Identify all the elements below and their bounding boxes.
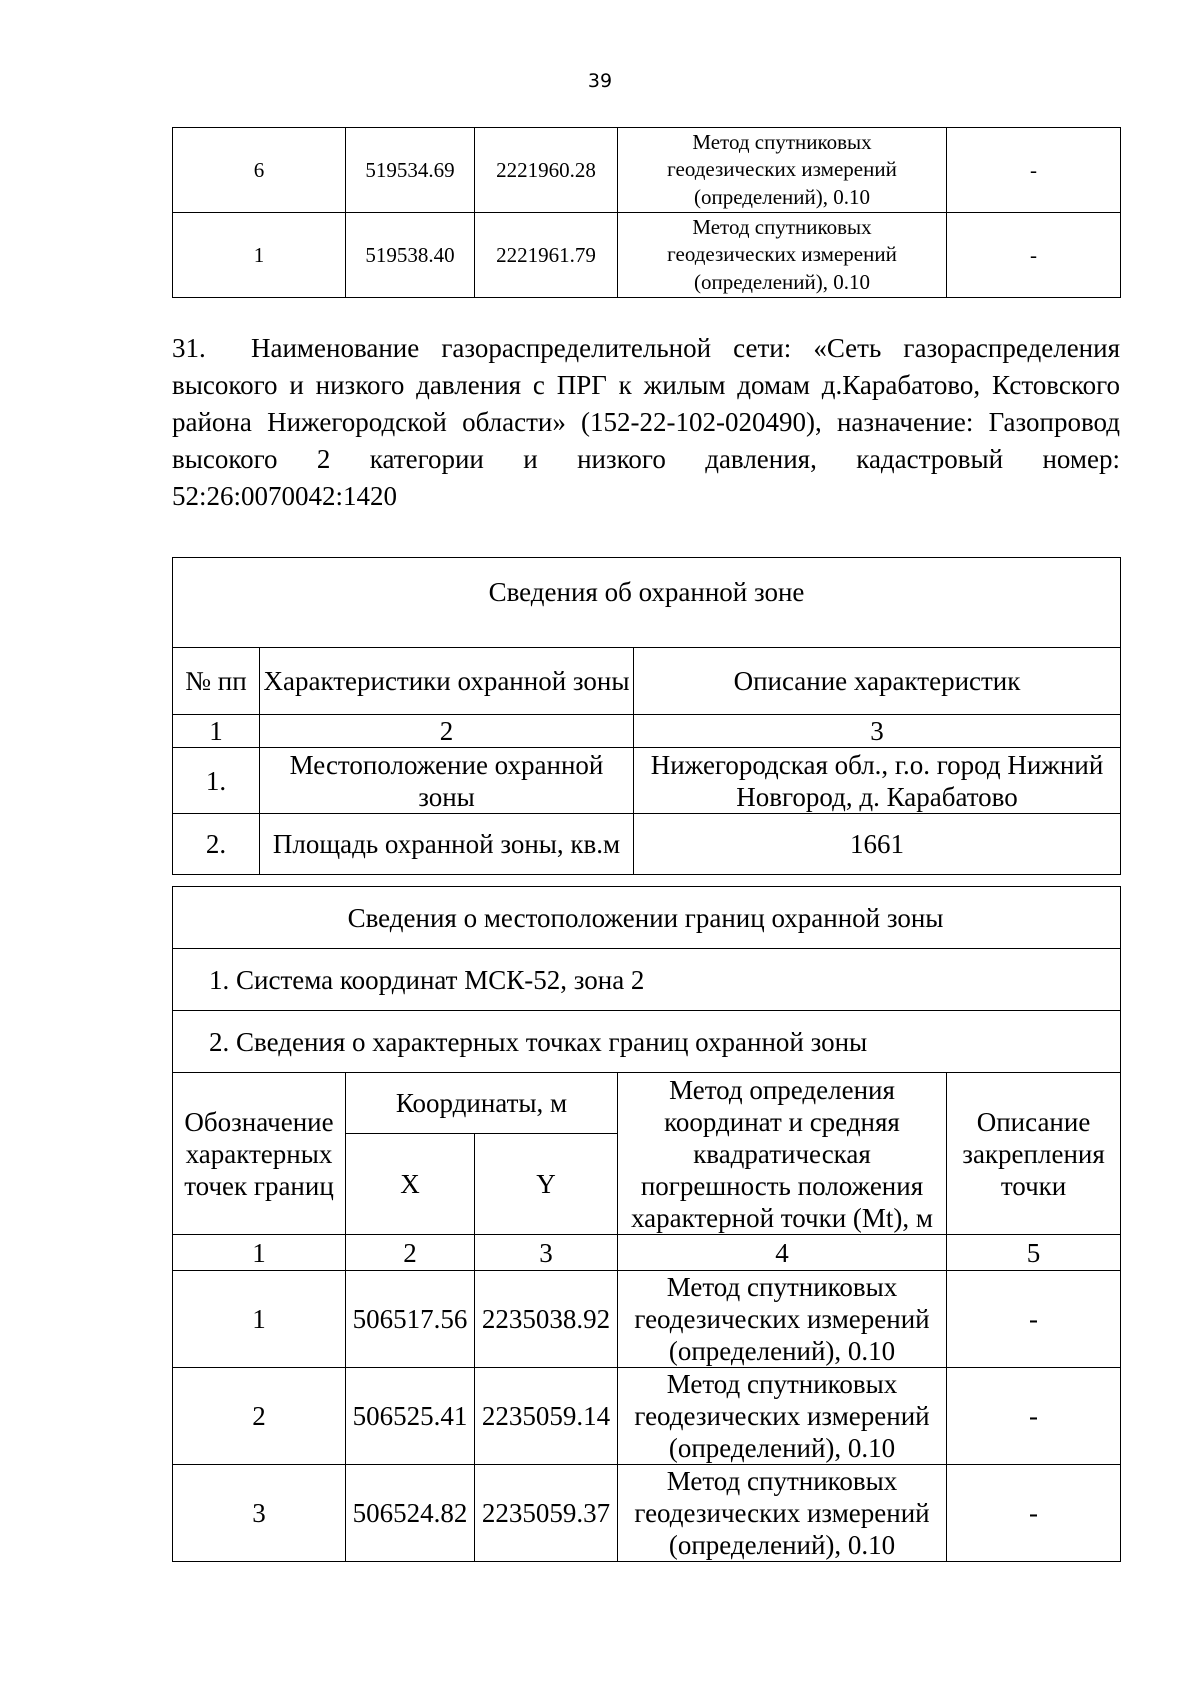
characteristic-name: Местоположение охранной зоны: [260, 748, 634, 814]
table-row: [173, 814, 1121, 875]
table-row: [173, 1368, 1121, 1465]
method-cell: Метод спутниковых геодезических измерений (определений), 0.10: [618, 213, 947, 298]
y-cell: 2235059.14: [475, 1368, 618, 1465]
table-title-row: [173, 887, 1121, 949]
characteristic-value: 1661: [634, 814, 1121, 875]
column-numbers-row: [173, 715, 1121, 748]
table-row: [173, 128, 1121, 213]
item-number: 31.: [172, 333, 206, 363]
header-row: [173, 648, 1121, 715]
point-cell: 3: [173, 1465, 346, 1562]
column-number: 4: [618, 1235, 947, 1271]
x-cell: 519534.69: [346, 128, 475, 213]
header-cell: Координаты, м: [346, 1073, 618, 1134]
column-number: 2: [346, 1235, 475, 1271]
protection-zone-table: [172, 557, 1121, 875]
network-description: [172, 330, 1120, 515]
table-row: [173, 1271, 1121, 1368]
column-number: 1: [173, 1235, 346, 1271]
y-cell: 2235059.37: [475, 1465, 618, 1562]
point-cell: 1: [173, 213, 346, 298]
fix-cell: -: [947, 128, 1121, 213]
coordinates-table-continued: [172, 127, 1121, 298]
table-title: Сведения о местоположении границ охранной зоны: [173, 887, 1121, 949]
table-row: [173, 1465, 1121, 1562]
y-cell: 2221960.28: [475, 128, 618, 213]
method-cell: Метод спутниковых геодезических измерений (определений), 0.10: [618, 128, 947, 213]
section-row: [173, 949, 1121, 1011]
y-cell: 2221961.79: [475, 213, 618, 298]
coordinate-system: 1. Система координат МСК-52, зона 2: [173, 949, 1121, 1011]
point-cell: 6: [173, 128, 346, 213]
fix-cell: -: [947, 1271, 1121, 1368]
fix-cell: -: [947, 1465, 1121, 1562]
method-cell: Метод спутниковых геодезических измерений (определений), 0.10: [618, 1271, 947, 1368]
page-number: 39: [587, 70, 613, 92]
x-cell: 506517.56: [346, 1271, 475, 1368]
x-cell: 519538.40: [346, 213, 475, 298]
header-cell: Обозначение характерных точек границ: [173, 1073, 346, 1235]
x-cell: 506525.41: [346, 1368, 475, 1465]
column-numbers-row: [173, 1235, 1121, 1271]
header-cell: X: [346, 1134, 475, 1235]
table-title-row: [173, 558, 1121, 648]
row-number: 2.: [173, 814, 260, 875]
x-cell: 506524.82: [346, 1465, 475, 1562]
characteristic-value: Нижегородская обл., г.о. город Нижний Новгород, д. Карабатово: [634, 748, 1121, 814]
fix-cell: -: [947, 1368, 1121, 1465]
method-cell: Метод спутниковых геодезических измерений (определений), 0.10: [618, 1368, 947, 1465]
point-cell: 1: [173, 1271, 346, 1368]
boundaries-table: [172, 886, 1121, 1562]
header-cell: Метод определения координат и средняя квадратическая погрешность положения характерной точки (Mt), м: [618, 1073, 947, 1235]
fix-cell: -: [947, 213, 1121, 298]
section-row: [173, 1011, 1121, 1073]
points-section-title: 2. Сведения о характерных точках границ охранной зоны: [173, 1011, 1121, 1073]
header-cell: № пп: [173, 648, 260, 715]
table-row: [173, 213, 1121, 298]
row-number: 1.: [173, 748, 260, 814]
header-cell: Описание характеристик: [634, 648, 1121, 715]
y-cell: 2235038.92: [475, 1271, 618, 1368]
table-title: Сведения об охранной зоне: [173, 558, 1121, 648]
column-number: 5: [947, 1235, 1121, 1271]
column-number: 1: [173, 715, 260, 748]
header-cell: Характеристики охранной зоны: [260, 648, 634, 715]
column-number: 2: [260, 715, 634, 748]
header-row: [173, 1073, 1121, 1134]
item-text: Наименование газораспределительной сети: «Сеть газораспределения высокого и низкого давления с ПРГ к жилым домам д.Карабатово, Кстовского района Нижегородской области» (152-22-102-020490), назначение: Газопровод высокого 2 категории и низкого давления, кадастровый номер: 52:26:0070042:1420: [172, 333, 1120, 511]
column-number: 3: [475, 1235, 618, 1271]
table-row: [173, 748, 1121, 814]
column-number: 3: [634, 715, 1121, 748]
header-cell: Описание закрепления точки: [947, 1073, 1121, 1235]
header-cell: Y: [475, 1134, 618, 1235]
method-cell: Метод спутниковых геодезических измерений (определений), 0.10: [618, 1465, 947, 1562]
point-cell: 2: [173, 1368, 346, 1465]
characteristic-name: Площадь охранной зоны, кв.м: [260, 814, 634, 875]
